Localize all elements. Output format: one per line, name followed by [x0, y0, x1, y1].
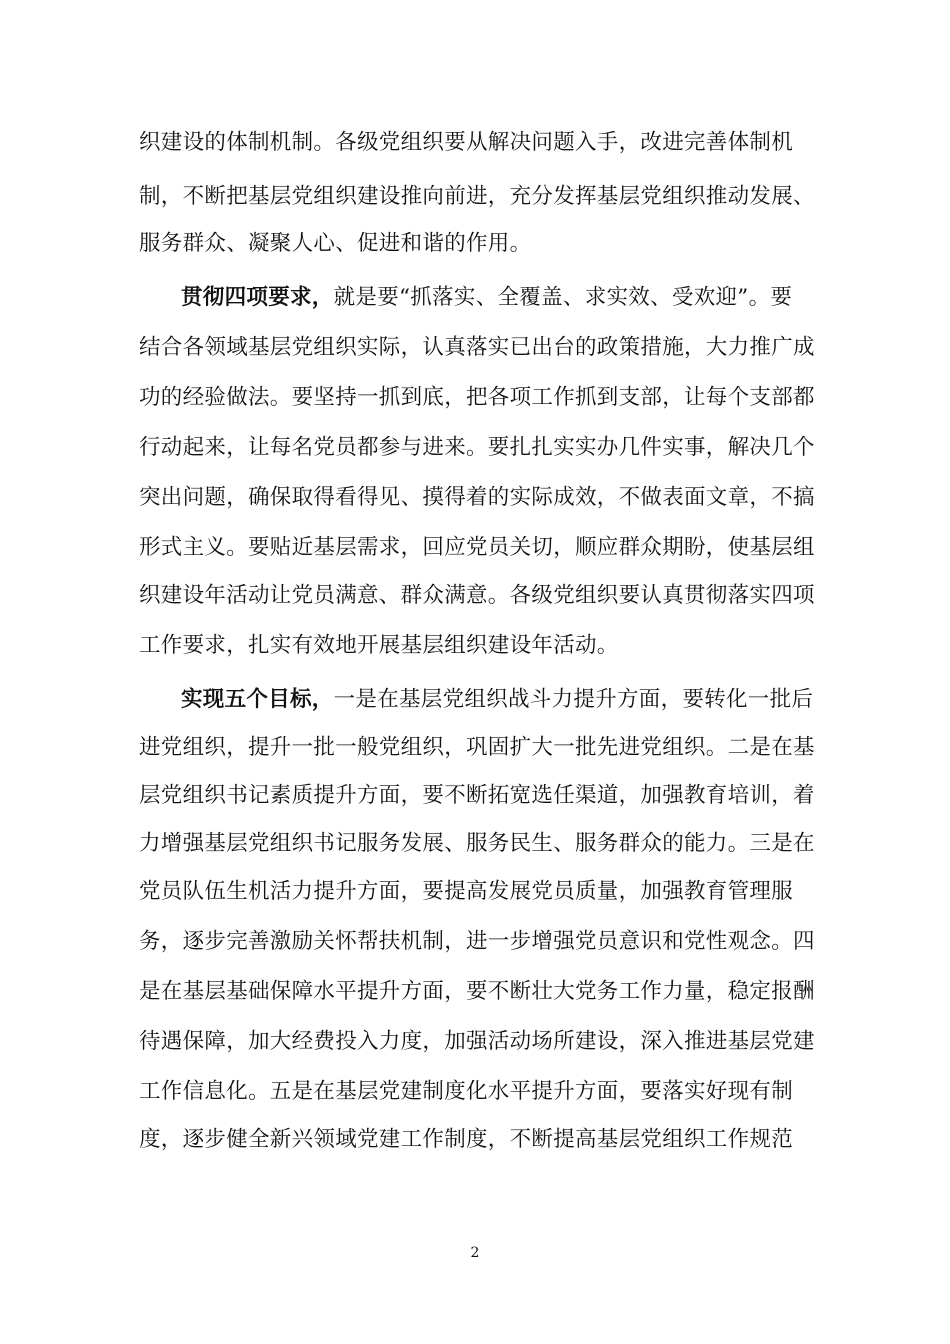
paragraph-1-line-3: 服务群众、凝聚人心、促进和谐的作用。 [139, 231, 532, 256]
paragraph-3-line-8: 待遇保障，加大经费投入力度，加强活动场所建设，深入推进基层党建 [139, 1029, 815, 1054]
paragraph-2-line-7: 织建设年活动让党员满意、群众满意。各级党组织要认真贯彻落实四项 [139, 583, 815, 608]
paragraph-2-line-6: 形式主义。要贴近基层需求，回应党员关切，顺应群众期盼，使基层组 [139, 535, 815, 560]
paragraph-3-line-7: 是在基层基础保障水平提升方面，要不断壮大党务工作力量，稳定报酬 [139, 979, 815, 1004]
paragraph-2-line-1 [181, 283, 881, 313]
paragraph-3-line-2: 进党组织，提升一批一般党组织，巩固扩大一批先进党组织。二是在基 [139, 735, 815, 760]
paragraph-1-line-2: 制，不断把基层党组织建设推向前进，充分发挥基层党组织推动发展、 [139, 184, 815, 209]
paragraph-2-heading: 贯彻四项要求， [181, 285, 334, 310]
paragraph-1-line-1: 织建设的体制机制。各级党组织要从解决问题入手，改进完善体制机 [139, 130, 794, 155]
paragraph-3-line-9: 工作信息化。五是在基层党建制度化水平提升方面，要落实好现有制 [139, 1079, 794, 1104]
paragraph-2-line-2: 结合各领域基层党组织实际，认真落实已出台的政策措施，大力推广成 [139, 335, 815, 360]
paragraph-2-line-3: 功的经验做法。要坚持一抓到底，把各项工作抓到支部，让每个支部都 [139, 385, 815, 410]
paragraph-3-line-10: 度，逐步健全新兴领域党建工作制度，不断提高基层党组织工作规范 [139, 1127, 794, 1152]
page-number: 2 [470, 1245, 480, 1261]
paragraph-3-line-6: 务，逐步完善激励关怀帮扶机制，进一步增强党员意识和党性观念。四 [139, 929, 815, 954]
paragraph-3-line-4: 力增强基层党组织书记服务发展、服务民生、服务群众的能力。三是在 [139, 831, 815, 856]
paragraph-3-line-5: 党员队伍生机活力提升方面，要提高发展党员质量，加强教育管理服 [139, 879, 794, 904]
paragraph-2-line-4: 行动起来，让每名党员都参与进来。要扎扎实实办几件实事，解决几个 [139, 435, 815, 460]
paragraph-3-heading: 实现五个目标， [181, 687, 334, 712]
paragraph-2-line-5: 突出问题，确保取得看得见、摸得着的实际成效，不做表面文章，不搞 [139, 485, 815, 510]
paragraph-3-line-1 [181, 685, 881, 715]
paragraph-2-line-8: 工作要求，扎实有效地开展基层组织建设年活动。 [139, 633, 619, 658]
paragraph-3-first-line-text: 一是在基层党组织战斗力提升方面，要转化一批后 [333, 687, 814, 712]
paragraph-2-first-line-text: 就是要“抓落实、全覆盖、求实效、受欢迎”。要 [333, 285, 793, 310]
paragraph-3-line-3: 层党组织书记素质提升方面，要不断拓宽选任渠道，加强教育培训，着 [139, 783, 815, 808]
